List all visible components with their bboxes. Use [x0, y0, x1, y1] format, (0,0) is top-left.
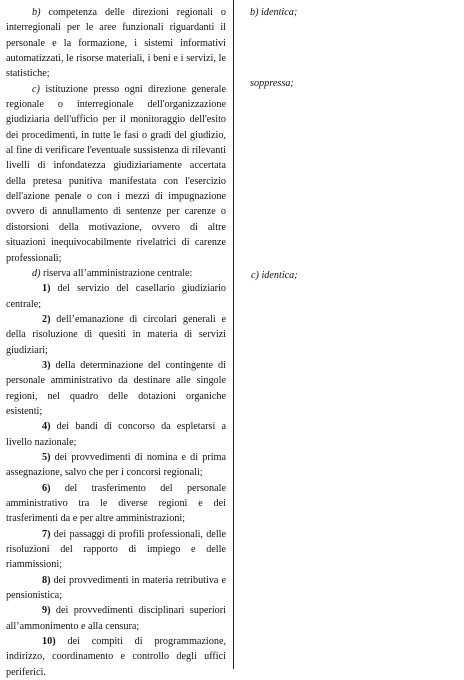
list-item-number: 3)	[42, 359, 51, 371]
list-item-number: 5)	[42, 451, 51, 463]
column-divider	[233, 0, 234, 669]
list-item-number: 1)	[42, 283, 51, 295]
paragraph-c	[6, 82, 226, 266]
paragraph-d-label: d)	[32, 267, 41, 279]
note-b-identica: b) identica;	[250, 7, 298, 18]
paragraph-d-text: riserva all’amministrazione centrale:	[43, 267, 193, 279]
paragraph-b-text: competenza delle direzioni regionali o interregionali per le aree funzionali riguardanti il personale e la formazione, i sistemi informativi automatizzati, le risorse materiali, i beni e i servizi, le statistiche;	[6, 7, 227, 80]
list-item-number: 6)	[42, 482, 51, 494]
list-item-text: dei compiti di programmazione, indirizzo, coordinamento e controllo degli uffici periferici.	[6, 636, 227, 678]
list-item-text: dei provvedimenti in materia retributiva e pensionistica;	[6, 574, 227, 602]
list-item-number: 9)	[42, 605, 51, 617]
paragraph-c-label: c)	[32, 83, 40, 95]
list-item	[6, 281, 226, 312]
list-item	[6, 634, 226, 680]
list-item-number: 8)	[42, 574, 51, 586]
list-item-text: dell’emanazione di circolari generali e della risoluzione di quesiti in materia di servizi giudiziari;	[6, 313, 226, 356]
list-item-text: del servizio del casellario giudiziario centrale;	[6, 283, 226, 310]
list-item	[6, 419, 226, 450]
list-item-text: dei provvedimenti disciplinari superiori all’ammonimento e alla censura;	[6, 605, 226, 632]
list-item-text: dei provvedimenti di nomina e di prima assegnazione, salvo che per i concorsi regionali;	[6, 451, 226, 479]
note-d-identica: c) identica;	[251, 270, 298, 281]
note-c-soppressa: soppressa;	[250, 78, 294, 89]
list-item-number: 4)	[42, 421, 51, 433]
list-item-number: 2)	[42, 313, 51, 325]
list-item-text: del trasferimento del personale amministrativo tra le diverse regioni e dei trasferimenti da e per altre amministrazioni;	[6, 482, 226, 525]
list-item-number: 10)	[42, 636, 56, 648]
left-column	[6, 5, 226, 680]
list-item-text: dei passaggi di profili professionali, delle risoluzioni del rapporto di impiego e delle riammissioni;	[6, 528, 227, 571]
right-column	[244, 0, 456, 669]
paragraph-b	[6, 5, 226, 82]
list-item	[6, 481, 226, 527]
list-item	[6, 312, 226, 358]
list-item-text: della determinazione del contingente di personale amministrativo da destinare alle singole regioni, nel quadro delle dotazioni organiche esistenti;	[6, 359, 226, 417]
list-item	[6, 527, 226, 573]
list-item	[6, 358, 226, 419]
list-item-text: dei bandi di concorso da espletarsi a livello nazionale;	[6, 421, 227, 448]
list-item	[6, 450, 226, 481]
list-item	[6, 573, 226, 604]
paragraph-d	[6, 266, 226, 281]
list-item	[6, 603, 226, 634]
paragraph-c-text: istituzione presso ogni direzione generale regionale o interregionale dell'organizzazione giudiziaria dell'ufficio per il monitoraggio dell'esito dei procedimenti, in tutte le fasi o gradi del giudizio, al fine di verificare l'eventuale sussistenza di rilevanti livelli di infondatezza giudiziariamente accertata della pretesa punitiva manifestata con l'esercizio dell'azione penale o con i mezzi di impugnazione ovvero di annullamento di sentenze per carenze o distorsioni della motivazione, ovvero di altre situazioni inequivocabilmente rivelatrici di carenze professionali;	[6, 83, 226, 264]
paragraph-b-label: b)	[32, 7, 41, 18]
list-item-number: 7)	[42, 528, 51, 540]
